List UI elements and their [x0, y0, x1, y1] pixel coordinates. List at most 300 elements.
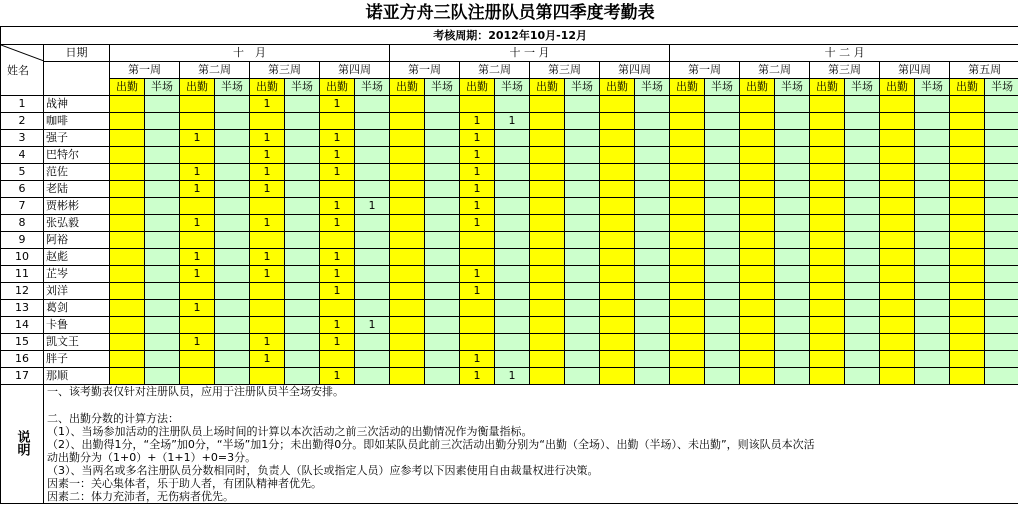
attend-cell[interactable] [600, 266, 635, 283]
attend-cell[interactable] [950, 113, 985, 130]
half-cell[interactable] [915, 96, 950, 113]
attend-cell[interactable]: 1 [250, 266, 285, 283]
attend-cell[interactable] [390, 283, 425, 300]
half-cell[interactable] [285, 368, 320, 385]
attend-cell[interactable]: 1 [460, 351, 495, 368]
half-cell[interactable] [845, 198, 880, 215]
attend-cell[interactable] [810, 351, 845, 368]
attend-cell[interactable] [110, 198, 145, 215]
half-cell[interactable] [635, 147, 670, 164]
attend-cell[interactable] [250, 232, 285, 249]
attend-cell[interactable] [950, 147, 985, 164]
attend-cell[interactable] [530, 113, 565, 130]
half-cell[interactable] [775, 249, 810, 266]
attend-cell[interactable] [390, 266, 425, 283]
attend-cell[interactable] [110, 266, 145, 283]
half-cell[interactable] [915, 317, 950, 334]
half-cell[interactable] [285, 113, 320, 130]
attend-cell[interactable] [460, 249, 495, 266]
half-cell[interactable] [425, 113, 460, 130]
attend-cell[interactable] [950, 368, 985, 385]
attend-cell[interactable] [250, 113, 285, 130]
half-cell[interactable] [145, 266, 180, 283]
attend-cell[interactable] [740, 215, 775, 232]
half-cell[interactable] [285, 164, 320, 181]
half-cell[interactable] [845, 113, 880, 130]
attend-cell[interactable]: 1 [320, 147, 355, 164]
attend-cell[interactable] [880, 334, 915, 351]
attend-cell[interactable] [880, 283, 915, 300]
attend-cell[interactable] [600, 249, 635, 266]
attend-cell[interactable] [320, 300, 355, 317]
half-cell[interactable] [915, 334, 950, 351]
attend-cell[interactable] [110, 215, 145, 232]
attend-cell[interactable]: 1 [460, 266, 495, 283]
attend-cell[interactable] [670, 147, 705, 164]
attend-cell[interactable] [670, 181, 705, 198]
attend-cell[interactable] [460, 334, 495, 351]
attend-cell[interactable] [530, 317, 565, 334]
half-cell[interactable] [355, 334, 390, 351]
half-cell[interactable] [495, 334, 530, 351]
attend-cell[interactable]: 1 [460, 130, 495, 147]
attend-cell[interactable] [110, 181, 145, 198]
attend-cell[interactable]: 1 [320, 334, 355, 351]
attend-cell[interactable] [950, 351, 985, 368]
half-cell[interactable] [565, 215, 600, 232]
half-cell[interactable] [845, 164, 880, 181]
attend-cell[interactable] [110, 147, 145, 164]
half-cell[interactable] [985, 181, 1018, 198]
attend-cell[interactable] [250, 198, 285, 215]
attend-cell[interactable] [810, 198, 845, 215]
half-cell[interactable] [145, 215, 180, 232]
half-cell[interactable] [495, 300, 530, 317]
half-cell[interactable] [915, 351, 950, 368]
attend-cell[interactable] [600, 334, 635, 351]
attend-cell[interactable] [390, 96, 425, 113]
attend-cell[interactable]: 1 [250, 147, 285, 164]
half-cell[interactable] [705, 147, 740, 164]
half-cell[interactable] [705, 334, 740, 351]
half-cell[interactable] [285, 334, 320, 351]
half-cell[interactable] [355, 113, 390, 130]
attend-cell[interactable] [110, 317, 145, 334]
half-cell[interactable] [145, 249, 180, 266]
half-cell[interactable] [215, 232, 250, 249]
attend-cell[interactable] [600, 113, 635, 130]
attend-cell[interactable] [810, 130, 845, 147]
attend-cell[interactable] [810, 300, 845, 317]
half-cell[interactable]: 1 [495, 113, 530, 130]
attend-cell[interactable] [110, 300, 145, 317]
half-cell[interactable] [355, 147, 390, 164]
half-cell[interactable] [635, 283, 670, 300]
half-cell[interactable] [635, 351, 670, 368]
attend-cell[interactable] [880, 300, 915, 317]
half-cell[interactable] [985, 368, 1018, 385]
attend-cell[interactable] [180, 232, 215, 249]
half-cell[interactable] [635, 317, 670, 334]
half-cell[interactable] [565, 334, 600, 351]
attend-cell[interactable] [390, 334, 425, 351]
half-cell[interactable] [635, 266, 670, 283]
half-cell[interactable] [145, 368, 180, 385]
half-cell[interactable] [145, 300, 180, 317]
half-cell[interactable] [565, 300, 600, 317]
half-cell[interactable] [425, 130, 460, 147]
attend-cell[interactable] [670, 198, 705, 215]
half-cell[interactable] [425, 164, 460, 181]
attend-cell[interactable] [250, 368, 285, 385]
attend-cell[interactable] [880, 215, 915, 232]
attend-cell[interactable] [250, 300, 285, 317]
attend-cell[interactable] [460, 232, 495, 249]
half-cell[interactable] [145, 351, 180, 368]
half-cell[interactable] [845, 147, 880, 164]
attend-cell[interactable] [180, 198, 215, 215]
half-cell[interactable]: 1 [355, 317, 390, 334]
attend-cell[interactable] [320, 113, 355, 130]
attend-cell[interactable]: 1 [460, 164, 495, 181]
half-cell[interactable] [565, 351, 600, 368]
attend-cell[interactable] [740, 130, 775, 147]
half-cell[interactable] [425, 283, 460, 300]
half-cell[interactable] [845, 232, 880, 249]
half-cell[interactable] [915, 164, 950, 181]
attend-cell[interactable] [460, 300, 495, 317]
attend-cell[interactable] [110, 164, 145, 181]
attend-cell[interactable] [530, 215, 565, 232]
half-cell[interactable] [145, 198, 180, 215]
attend-cell[interactable] [390, 317, 425, 334]
half-cell[interactable] [845, 249, 880, 266]
half-cell[interactable] [425, 351, 460, 368]
half-cell[interactable] [355, 232, 390, 249]
half-cell[interactable] [285, 181, 320, 198]
half-cell[interactable] [495, 130, 530, 147]
half-cell[interactable] [635, 164, 670, 181]
attend-cell[interactable]: 1 [180, 181, 215, 198]
half-cell[interactable] [215, 147, 250, 164]
attend-cell[interactable] [880, 266, 915, 283]
attend-cell[interactable] [740, 164, 775, 181]
attend-cell[interactable] [880, 181, 915, 198]
half-cell[interactable] [425, 249, 460, 266]
half-cell[interactable] [705, 300, 740, 317]
attend-cell[interactable]: 1 [320, 266, 355, 283]
half-cell[interactable] [425, 198, 460, 215]
attend-cell[interactable] [740, 181, 775, 198]
attend-cell[interactable] [180, 113, 215, 130]
half-cell[interactable] [355, 164, 390, 181]
half-cell[interactable] [705, 368, 740, 385]
half-cell[interactable] [705, 317, 740, 334]
attend-cell[interactable] [390, 181, 425, 198]
half-cell[interactable] [775, 215, 810, 232]
half-cell[interactable] [775, 368, 810, 385]
half-cell[interactable] [355, 368, 390, 385]
attend-cell[interactable]: 1 [460, 283, 495, 300]
attend-cell[interactable] [740, 368, 775, 385]
half-cell[interactable] [285, 249, 320, 266]
attend-cell[interactable] [740, 283, 775, 300]
half-cell[interactable] [845, 283, 880, 300]
attend-cell[interactable]: 1 [250, 130, 285, 147]
half-cell[interactable] [285, 198, 320, 215]
half-cell[interactable] [425, 215, 460, 232]
attend-cell[interactable] [950, 300, 985, 317]
half-cell[interactable] [145, 113, 180, 130]
attend-cell[interactable] [110, 130, 145, 147]
attend-cell[interactable]: 1 [320, 368, 355, 385]
attend-cell[interactable] [530, 249, 565, 266]
half-cell[interactable] [705, 249, 740, 266]
half-cell[interactable] [985, 164, 1018, 181]
half-cell[interactable] [705, 283, 740, 300]
half-cell[interactable] [565, 181, 600, 198]
half-cell[interactable] [845, 334, 880, 351]
attend-cell[interactable] [670, 300, 705, 317]
attend-cell[interactable]: 1 [320, 249, 355, 266]
half-cell[interactable] [635, 368, 670, 385]
half-cell[interactable] [495, 249, 530, 266]
half-cell[interactable] [495, 351, 530, 368]
half-cell[interactable] [985, 266, 1018, 283]
attend-cell[interactable] [670, 232, 705, 249]
attend-cell[interactable]: 1 [320, 215, 355, 232]
half-cell[interactable] [145, 181, 180, 198]
half-cell[interactable] [215, 351, 250, 368]
attend-cell[interactable] [670, 249, 705, 266]
attend-cell[interactable] [250, 317, 285, 334]
attend-cell[interactable] [530, 147, 565, 164]
half-cell[interactable] [845, 351, 880, 368]
half-cell[interactable] [215, 300, 250, 317]
half-cell[interactable] [635, 113, 670, 130]
attend-cell[interactable] [740, 351, 775, 368]
attend-cell[interactable]: 1 [250, 334, 285, 351]
attend-cell[interactable] [180, 147, 215, 164]
attend-cell[interactable] [740, 147, 775, 164]
half-cell[interactable] [565, 198, 600, 215]
attend-cell[interactable] [740, 198, 775, 215]
half-cell[interactable]: 1 [495, 368, 530, 385]
attend-cell[interactable]: 1 [320, 317, 355, 334]
attend-cell[interactable] [810, 215, 845, 232]
attend-cell[interactable] [390, 113, 425, 130]
half-cell[interactable] [145, 334, 180, 351]
half-cell[interactable] [285, 130, 320, 147]
half-cell[interactable] [495, 232, 530, 249]
half-cell[interactable] [915, 130, 950, 147]
attend-cell[interactable] [810, 147, 845, 164]
half-cell[interactable] [845, 96, 880, 113]
attend-cell[interactable] [880, 249, 915, 266]
half-cell[interactable] [985, 300, 1018, 317]
attend-cell[interactable] [740, 96, 775, 113]
attend-cell[interactable] [670, 283, 705, 300]
attend-cell[interactable] [810, 283, 845, 300]
attend-cell[interactable] [810, 232, 845, 249]
attend-cell[interactable] [670, 113, 705, 130]
attend-cell[interactable]: 1 [250, 215, 285, 232]
half-cell[interactable] [915, 368, 950, 385]
attend-cell[interactable] [950, 266, 985, 283]
half-cell[interactable] [775, 300, 810, 317]
half-cell[interactable] [565, 283, 600, 300]
attend-cell[interactable]: 1 [460, 147, 495, 164]
attend-cell[interactable] [530, 164, 565, 181]
attend-cell[interactable]: 1 [320, 130, 355, 147]
attend-cell[interactable]: 1 [320, 96, 355, 113]
half-cell[interactable] [705, 198, 740, 215]
attend-cell[interactable] [600, 96, 635, 113]
attend-cell[interactable] [740, 113, 775, 130]
attend-cell[interactable] [110, 96, 145, 113]
attend-cell[interactable] [530, 368, 565, 385]
attend-cell[interactable]: 1 [250, 164, 285, 181]
attend-cell[interactable]: 1 [180, 249, 215, 266]
half-cell[interactable] [915, 283, 950, 300]
half-cell[interactable] [565, 164, 600, 181]
attend-cell[interactable] [810, 113, 845, 130]
attend-cell[interactable] [530, 300, 565, 317]
half-cell[interactable] [985, 130, 1018, 147]
half-cell[interactable] [145, 317, 180, 334]
half-cell[interactable] [635, 215, 670, 232]
half-cell[interactable] [145, 147, 180, 164]
attend-cell[interactable] [530, 181, 565, 198]
half-cell[interactable] [845, 181, 880, 198]
attend-cell[interactable] [810, 266, 845, 283]
half-cell[interactable] [425, 96, 460, 113]
half-cell[interactable] [705, 96, 740, 113]
half-cell[interactable] [425, 300, 460, 317]
half-cell[interactable] [985, 249, 1018, 266]
attend-cell[interactable] [600, 130, 635, 147]
half-cell[interactable] [705, 215, 740, 232]
attend-cell[interactable] [950, 249, 985, 266]
half-cell[interactable] [915, 198, 950, 215]
attend-cell[interactable] [950, 334, 985, 351]
half-cell[interactable] [215, 317, 250, 334]
half-cell[interactable] [635, 96, 670, 113]
half-cell[interactable] [285, 300, 320, 317]
attend-cell[interactable] [880, 232, 915, 249]
attend-cell[interactable] [880, 96, 915, 113]
attend-cell[interactable] [390, 198, 425, 215]
attend-cell[interactable] [740, 317, 775, 334]
half-cell[interactable] [285, 351, 320, 368]
attend-cell[interactable] [320, 351, 355, 368]
half-cell[interactable] [635, 334, 670, 351]
attend-cell[interactable] [670, 368, 705, 385]
half-cell[interactable] [775, 266, 810, 283]
half-cell[interactable] [985, 232, 1018, 249]
half-cell[interactable] [425, 334, 460, 351]
half-cell[interactable] [355, 249, 390, 266]
half-cell[interactable] [425, 368, 460, 385]
half-cell[interactable] [985, 317, 1018, 334]
half-cell[interactable] [775, 334, 810, 351]
attend-cell[interactable]: 1 [460, 181, 495, 198]
half-cell[interactable] [355, 300, 390, 317]
half-cell[interactable] [705, 130, 740, 147]
attend-cell[interactable] [950, 130, 985, 147]
half-cell[interactable] [355, 351, 390, 368]
half-cell[interactable] [705, 266, 740, 283]
half-cell[interactable] [985, 283, 1018, 300]
attend-cell[interactable] [320, 181, 355, 198]
half-cell[interactable] [215, 113, 250, 130]
half-cell[interactable] [495, 215, 530, 232]
attend-cell[interactable]: 1 [320, 283, 355, 300]
half-cell[interactable] [985, 96, 1018, 113]
half-cell[interactable] [215, 249, 250, 266]
half-cell[interactable] [565, 113, 600, 130]
attend-cell[interactable] [180, 368, 215, 385]
half-cell[interactable] [915, 232, 950, 249]
half-cell[interactable] [775, 164, 810, 181]
attend-cell[interactable] [880, 198, 915, 215]
half-cell[interactable] [565, 266, 600, 283]
attend-cell[interactable]: 1 [250, 351, 285, 368]
half-cell[interactable] [355, 181, 390, 198]
half-cell[interactable] [635, 232, 670, 249]
attend-cell[interactable]: 1 [460, 215, 495, 232]
attend-cell[interactable] [250, 283, 285, 300]
half-cell[interactable] [285, 266, 320, 283]
attend-cell[interactable] [950, 232, 985, 249]
attend-cell[interactable] [950, 198, 985, 215]
half-cell[interactable] [215, 368, 250, 385]
half-cell[interactable] [215, 215, 250, 232]
attend-cell[interactable]: 1 [250, 96, 285, 113]
half-cell[interactable] [145, 130, 180, 147]
half-cell[interactable] [495, 181, 530, 198]
attend-cell[interactable] [670, 215, 705, 232]
half-cell[interactable] [635, 198, 670, 215]
half-cell[interactable] [215, 198, 250, 215]
half-cell[interactable] [985, 198, 1018, 215]
half-cell[interactable] [145, 232, 180, 249]
attend-cell[interactable]: 1 [320, 164, 355, 181]
attend-cell[interactable] [880, 368, 915, 385]
attend-cell[interactable] [600, 198, 635, 215]
half-cell[interactable] [775, 232, 810, 249]
half-cell[interactable] [565, 96, 600, 113]
half-cell[interactable] [845, 368, 880, 385]
half-cell[interactable] [845, 215, 880, 232]
attend-cell[interactable] [810, 96, 845, 113]
attend-cell[interactable] [110, 249, 145, 266]
attend-cell[interactable] [530, 334, 565, 351]
half-cell[interactable] [495, 317, 530, 334]
attend-cell[interactable] [390, 215, 425, 232]
half-cell[interactable] [355, 96, 390, 113]
attend-cell[interactable] [530, 283, 565, 300]
attend-cell[interactable] [320, 232, 355, 249]
attend-cell[interactable]: 1 [180, 215, 215, 232]
attend-cell[interactable] [530, 198, 565, 215]
half-cell[interactable] [285, 283, 320, 300]
half-cell[interactable] [775, 283, 810, 300]
attend-cell[interactable] [390, 249, 425, 266]
half-cell[interactable] [775, 96, 810, 113]
half-cell[interactable] [845, 317, 880, 334]
half-cell[interactable] [565, 130, 600, 147]
